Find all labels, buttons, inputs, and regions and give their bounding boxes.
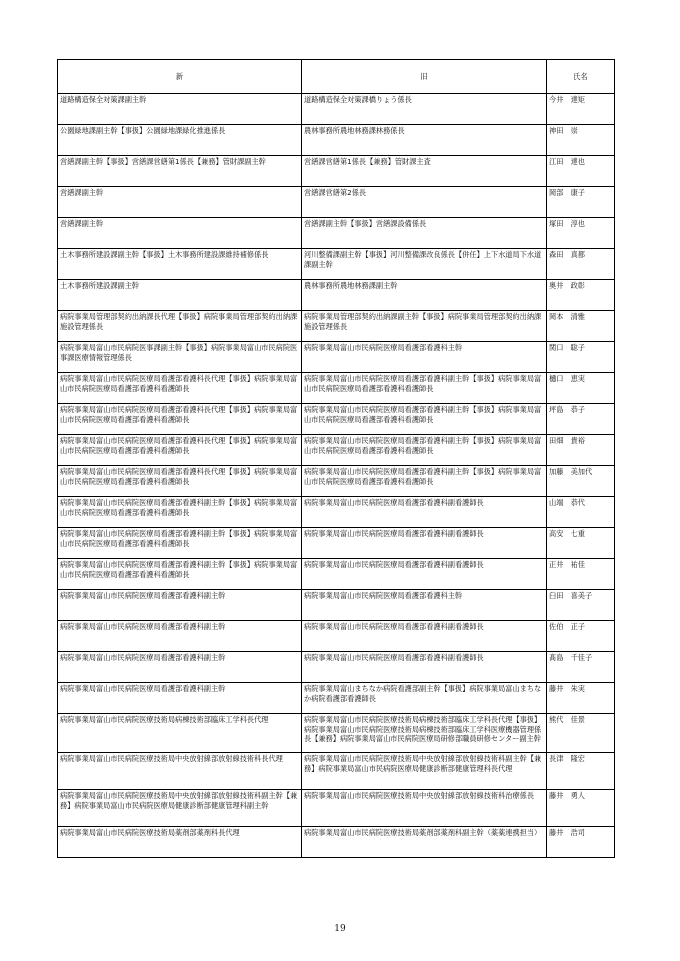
cell-old: 病院事業局富山市民病院医療局看護部看護科副主幹【事扱】病院事業局富山市民病院医療局看護部看護科看護師長 (302, 466, 547, 497)
header-row (58, 60, 615, 94)
cell-new: 病院事業局富山市民病院医療局看護部看護科副主幹 (58, 652, 302, 683)
cell-name: 塚田 淳也 (547, 218, 615, 249)
cell-old: 河川整備課副主幹【事扱】河川整備課改良係長【併任】上下水道局下水道課副主幹 (302, 249, 547, 280)
page-number: 19 (334, 924, 346, 934)
table-row (58, 559, 615, 590)
table-row (58, 249, 615, 280)
cell-new: 病院事業局富山市民病院医事課副主幹【事扱】病院事業局富山市民病院医事課医療情報管理係長 (58, 342, 302, 373)
header-old: 旧 (302, 60, 547, 94)
cell-name: 関口 聡子 (547, 342, 615, 373)
cell-name: 藤井 勇人 (547, 790, 615, 827)
table-row (58, 311, 615, 342)
cell-name: 藤井 朱実 (547, 683, 615, 714)
cell-old: 病院事業局富山市民病院医療局看護部看護科副主幹【事扱】病院事業局富山市民病院医療局看護部看護科看護師長 (302, 404, 547, 435)
cell-name: 山端 恭代 (547, 497, 615, 528)
table-row (58, 125, 615, 156)
table-row (58, 790, 615, 827)
personnel-table (57, 59, 615, 858)
cell-new: 病院事業局管理部契約出納課長代理【事扱】病院事業局管理部契約出納課施設管理係長 (58, 311, 302, 342)
table-row (58, 753, 615, 790)
cell-name: 田畑 貴裕 (547, 435, 615, 466)
cell-old: 営繕課営繕第2係長 (302, 187, 547, 218)
cell-new: 病院事業局富山市民病院医療局看護部看護科長代理【事扱】病院事業局富山市民病院医療局看護部看護科看護師長 (58, 466, 302, 497)
table-row (58, 590, 615, 621)
table-row (58, 466, 615, 497)
cell-name: 髙島 千佳子 (547, 652, 615, 683)
cell-old: 病院事業局富山まちなか病院看護部副主幹【事扱】病院事業局富山まちなか病院看護部看護師長 (302, 683, 547, 714)
cell-name: 長津 隆宏 (547, 753, 615, 790)
cell-new: 土木事務所建設課副主幹 (58, 280, 302, 311)
header-new: 新 (58, 60, 302, 94)
cell-new: 公園緑地課副主幹【事扱】公園緑地課緑化推進係長 (58, 125, 302, 156)
cell-name: 坪島 恭子 (547, 404, 615, 435)
cell-old: 病院事業局富山市民病院医療技術局中央放射線部放射線技術科治療係長 (302, 790, 547, 827)
cell-new: 営繕課副主幹 (58, 218, 302, 249)
cell-old: 病院事業局富山市民病院医療局看護部看護科副看護師長 (302, 621, 547, 652)
cell-new: 病院事業局富山市民病院医療局看護部看護科副主幹 (58, 683, 302, 714)
cell-new: 病院事業局富山市民病院医療技術局中央放射線部放射線技術科長代理 (58, 753, 302, 790)
cell-name: 熊代 佳景 (547, 714, 615, 753)
cell-new: 病院事業局富山市民病院医療技術局病棟技術部臨床工学科長代理 (58, 714, 302, 753)
cell-old: 病院事業局富山市民病院医療局看護部看護科副看護師長 (302, 497, 547, 528)
cell-new: 病院事業局富山市民病院医療技術局中央放射線部放射線技術科副主幹【兼務】病院事業局富山市民病院医療局健康診断部健康管理科副主幹 (58, 790, 302, 827)
cell-new: 病院事業局富山市民病院医療技術局薬剤部薬剤科長代理 (58, 827, 302, 858)
cell-new: 土木事務所建設課副主幹【事扱】土木事務所建設課維持補修係長 (58, 249, 302, 280)
table-row (58, 404, 615, 435)
table-row (58, 714, 615, 753)
table-row (58, 373, 615, 404)
cell-new: 病院事業局富山市民病院医療局看護部看護科長代理【事扱】病院事業局富山市民病院医療局看護部看護科看護師長 (58, 404, 302, 435)
cell-old: 病院事業局富山市民病院医療技術局病棟技術部臨床工学科長代理【事扱】病院事業局富山市民病院医療技術局病棟技術部臨床工学科医療機器管理係長【兼務】病院事業局富山市民病院医療局研修部職員研修センター副主幹 (302, 714, 547, 753)
cell-old: 病院事業局富山市民病院医療局看護部看護科副看護師長 (302, 528, 547, 559)
table-row (58, 652, 615, 683)
table-row (58, 528, 615, 559)
cell-new: 病院事業局富山市民病院医療局看護部看護科副主幹【事扱】病院事業局富山市民病院医療局看護部看護科看護師長 (58, 559, 302, 590)
cell-name: 江田 達也 (547, 156, 615, 187)
cell-new: 病院事業局富山市民病院医療局看護部看護科長代理【事扱】病院事業局富山市民病院医療局看護部看護科看護師長 (58, 373, 302, 404)
table-row (58, 497, 615, 528)
table-row (58, 156, 615, 187)
cell-new: 病院事業局富山市民病院医療局看護部看護科副主幹【事扱】病院事業局富山市民病院医療局看護部看護科看護師長 (58, 528, 302, 559)
cell-name: 加藤 美加代 (547, 466, 615, 497)
cell-name: 奥井 政彰 (547, 280, 615, 311)
cell-new: 病院事業局富山市民病院医療局看護部看護科長代理【事扱】病院事業局富山市民病院医療局看護部看護科看護師長 (58, 435, 302, 466)
cell-name: 正井 祐佳 (547, 559, 615, 590)
cell-name: 藤井 浩司 (547, 827, 615, 858)
cell-old: 営繕課営繕第1係長【兼務】管財課主査 (302, 156, 547, 187)
cell-old: 営繕課副主幹【事扱】営繕課設備係長 (302, 218, 547, 249)
cell-new: 病院事業局富山市民病院医療局看護部看護科副主幹【事扱】病院事業局富山市民病院医療局看護部看護科看護師長 (58, 497, 302, 528)
cell-name: 神田 崇 (547, 125, 615, 156)
table-row (58, 683, 615, 714)
cell-old: 病院事業局富山市民病院医療局看護部看護科副看護師長 (302, 559, 547, 590)
cell-new: 道路構造保全対策課副主幹 (58, 94, 302, 125)
cell-name: 佐伯 正子 (547, 621, 615, 652)
table-row (58, 342, 615, 373)
cell-name: 樋口 恵実 (547, 373, 615, 404)
cell-name: 森田 真都 (547, 249, 615, 280)
table-row (58, 621, 615, 652)
table-row (58, 187, 615, 218)
table-row (58, 435, 615, 466)
table-row (58, 280, 615, 311)
cell-old: 病院事業局富山市民病院医療局看護部看護科副主幹【事扱】病院事業局富山市民病院医療局看護部看護科看護師長 (302, 435, 547, 466)
cell-new: 営繕課副主幹【事扱】営繕課営繕第1係長【兼務】管財課副主幹 (58, 156, 302, 187)
cell-new: 病院事業局富山市民病院医療局看護部看護科副主幹 (58, 621, 302, 652)
cell-old: 農林事務所農地林務課副主幹 (302, 280, 547, 311)
table-row (58, 218, 615, 249)
cell-name: 岡部 康子 (547, 187, 615, 218)
cell-old: 病院事業局富山市民病院医療局看護部看護科副看護師長 (302, 652, 547, 683)
cell-old: 病院事業局管理部契約出納課副主幹【事扱】病院事業局管理部契約出納課施設管理係長 (302, 311, 547, 342)
cell-new: 営繕課副主幹 (58, 187, 302, 218)
table-row (58, 94, 615, 125)
cell-name: 臼田 喜美子 (547, 590, 615, 621)
cell-old: 農林事務所農地林務課林務係長 (302, 125, 547, 156)
cell-old: 病院事業局富山市民病院医療技術局中央放射線部放射線技術科副主幹【兼務】病院事業局富山市民病院医療局健康診断部健康管理科長代理 (302, 753, 547, 790)
cell-new: 病院事業局富山市民病院医療局看護部看護科副主幹 (58, 590, 302, 621)
cell-old: 病院事業局富山市民病院医療技術局薬剤部薬剤科副主幹（薬薬連携担当） (302, 827, 547, 858)
cell-name: 今井 達矩 (547, 94, 615, 125)
cell-old: 病院事業局富山市民病院医療局看護部看護科副主幹【事扱】病院事業局富山市民病院医療局看護部看護科看護師長 (302, 373, 547, 404)
cell-old: 病院事業局富山市民病院医療局看護部看護科主幹 (302, 342, 547, 373)
cell-name: 岡本 清雅 (547, 311, 615, 342)
cell-name: 高安 七重 (547, 528, 615, 559)
cell-old: 道路構造保全対策課橋りょう係長 (302, 94, 547, 125)
header-name: 氏名 (547, 60, 615, 94)
cell-old: 病院事業局富山市民病院医療局看護部看護科主幹 (302, 590, 547, 621)
table-row (58, 827, 615, 858)
